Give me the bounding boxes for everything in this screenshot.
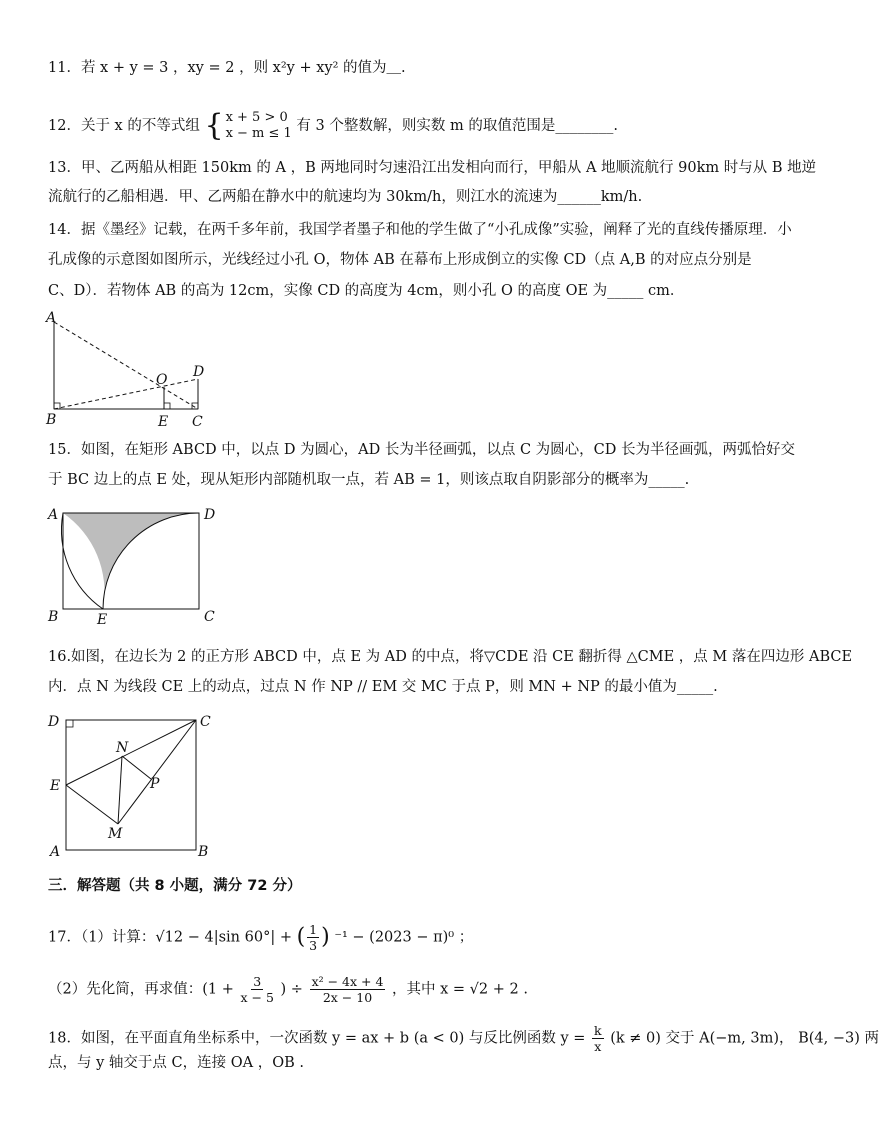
question-11: 11．若 x + y = 3 ，xy = 2 ，则 x²y + xy² 的值为＿. <box>48 60 406 76</box>
label-P: P <box>150 776 160 792</box>
question-14-line2: 孔成像的示意图如图所示，光线经过小孔 O，物体 AB 在幕布上形成倒立的实像 CD（点 A,B 的对应点分别是 <box>48 252 752 268</box>
shaded-region <box>63 513 199 609</box>
label-M: M <box>108 826 123 842</box>
label-A: A <box>48 507 59 523</box>
label-N: N <box>116 740 129 756</box>
question-15-line2: 于 BC 边上的点 E 处，现从矩形内部随机取一点，若 AB = 1，则该点取自阴影部分的概率为_____. <box>48 472 690 488</box>
label-B: B <box>46 412 57 428</box>
label-D: D <box>48 714 60 730</box>
figure-16-square-fold <box>40 706 220 861</box>
question-16-line1: 16.如图，在边长为 2 的正方形 ABCD 中，点 E 为 AD 的中点，将▽CDE 沿 CE 翻折得 △CME ，点 M 落在四边形 ABCE <box>48 649 853 665</box>
q12-post: 有 3 个整数解，则实数 m 的取值范围是________. <box>296 118 618 134</box>
label-C: C <box>204 609 215 625</box>
figure-15-rectangle-arcs <box>40 500 230 630</box>
fraction-one-third: $\frac{1}{3}$ <box>309 922 318 953</box>
question-17-part1: 17．（1）计算：√12 − 4|sin 60°| + ( $\frac{1}{3}$ ) ⁻¹ − (2023 − π)⁰ ； <box>48 922 474 953</box>
question-15-line1: 15．如图，在矩形 ABCD 中，以点 D 为圆心，AD 长为半径画弧，以点 C 为圆心，CD 长为半径画弧，两弧恰好交 <box>48 442 795 458</box>
q12-pre: 12．关于 x 的不等式组 <box>48 118 200 134</box>
label-C: C <box>192 414 203 430</box>
label-E: E <box>50 778 61 794</box>
label-C: C <box>200 714 211 730</box>
label-E: E <box>97 612 108 628</box>
question-18-line2: 点，与 y 轴交于点 C，连接 OA ，OB . <box>48 1055 304 1071</box>
question-14-line1: 14．据《墨经》记载，在两千多年前，我国学者墨子和他的学生做了“小孔成像”实验，阐释了光的直线传播原理．小 <box>48 222 792 238</box>
question-14-line3: C、D）．若物体 AB 的高为 12cm，实像 CD 的高度为 4cm，则小孔 O 的高度 OE 为_____ cm． <box>48 283 685 299</box>
question-12 <box>48 110 618 142</box>
section-title: 三．解答题（共 8 小题，满分 72 分） <box>48 878 302 894</box>
label-O: O <box>156 372 168 388</box>
label-A: A <box>50 844 61 860</box>
label-D: D <box>204 507 216 523</box>
question-16-line2: 内．点 N 为线段 CE 上的动点，过点 N 作 NP // EM 交 MC 于点 P，则 MN + NP 的最小值为_____. <box>48 679 718 695</box>
fraction-3-over-x-5: $\frac{3}{x - 5}$ <box>240 974 274 1005</box>
question-13-line1: 13．甲、乙两船从相距 150km 的 A ，B 两地同时匀速沿江出发相向而行，甲船从 A 地顺流航行 90km 时与从 B 地逆 <box>48 160 817 176</box>
question-13-line2: 流航行的乙船相遇．甲、乙两船在静水中的航速均为 30km/h，则江水的流速为______km/h. <box>48 189 643 205</box>
label-B: B <box>48 609 59 625</box>
inequality-system: { x + 5 > 0 x − m ≤ 1 <box>204 108 292 143</box>
inequality-1: x + 5 > 0 <box>225 110 288 125</box>
question-18-line1: 18．如图，在平面直角坐标系中，一次函数 y = ax + b (a < 0) 与反比例函数 y = $\frac{k}{x}$ (k ≠ 0) 交于 A(−m, 3m)， B(4, −3) 两 <box>48 1023 879 1054</box>
label-A: A <box>46 310 57 326</box>
figure-14-pinhole-diagram <box>40 306 220 431</box>
fraction-k-over-x: $\frac{k}{x}$ <box>594 1023 602 1054</box>
label-D: D <box>193 364 205 380</box>
label-E: E <box>158 414 169 430</box>
fraction-quadratic: $\frac{\text{x² − 4x + 4}}{2x - 10}$ <box>311 974 384 1005</box>
label-B: B <box>198 844 209 860</box>
question-17-part2: （2）先化简，再求值：(1 + $\frac{3}{x - 5}$ ) ÷ $\frac{\text{x² − 4x + 4}}{2x - 10}$ ，其中 x = √2 + 2 . <box>48 974 528 1005</box>
inequality-2: x − m ≤ 1 <box>225 126 292 141</box>
